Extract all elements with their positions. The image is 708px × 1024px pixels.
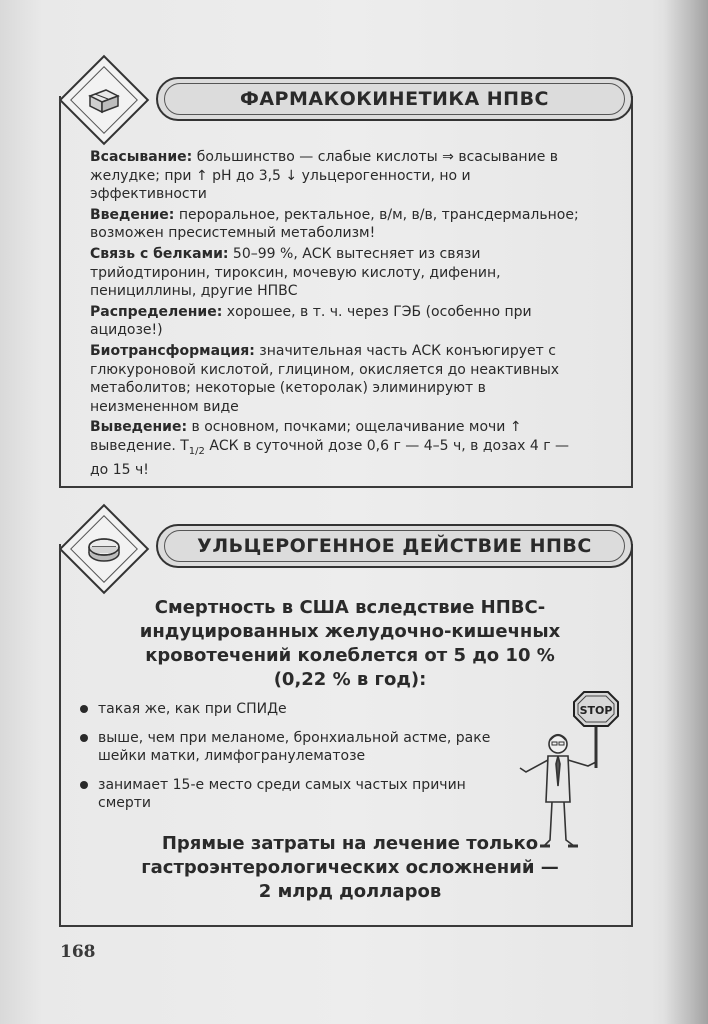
pharmacokinetics-text	[90, 148, 590, 482]
paragraph-distribution: Распределение: хорошее, в т. ч. через ГЭБ (особенно при ацидозе!)	[90, 303, 532, 339]
stop-sign-icon	[574, 692, 618, 768]
man-figure-icon	[520, 735, 596, 846]
section1-title-banner	[156, 77, 633, 121]
medicine-package-icon	[86, 84, 122, 116]
section1-icon-badge	[58, 54, 150, 146]
bullet-icon	[80, 781, 88, 789]
list-item: такая же, как при СПИДе	[76, 700, 496, 719]
bullet-icon	[80, 734, 88, 742]
mortality-statement: Смертность в США вследствие НПВС- индуцированных желудочно-кишечных кровотечений колеблется от 5 до 10 % (0,22 % в год):	[139, 597, 561, 690]
section1-title: ФАРМАКОКИНЕТИКА НПВС	[239, 88, 550, 110]
section2-icon-badge	[58, 503, 150, 595]
section2-title-banner	[156, 524, 633, 568]
svg-text:STOP: STOP	[579, 704, 613, 717]
paragraph-excretion: Выведение: в основном, почками; ощелачивание мочи ↑ выведение. $T_{1/2}$ АСК в суточной дозе 0,6 г — 4–5 ч, в дозах 4 г — до 15 ч!	[90, 419, 570, 479]
page-edge-shadow	[664, 0, 708, 1024]
costs-statement: Прямые затраты на лечение только гастроэнтерологических осложнений — 2 млрд долларов	[141, 833, 559, 902]
bullet-icon	[80, 705, 88, 713]
list-item: выше, чем при меланоме, бронхиальной астме, раке шейки матки, лимфогранулематозе	[76, 729, 496, 766]
comparison-bullets	[76, 700, 496, 823]
paragraph-protein-binding: Связь с белками: 50–99 %, АСК вытесняет из связи трийодтиронин, тироксин, мочевую кислоту, дифенин, пенициллины, другие НПВС	[90, 245, 501, 300]
page-number: 168	[60, 942, 96, 962]
paragraph-administration: Введение: пероральное, ректальное, в/м, в/в, трансдермальное; возможен пресистемный метаболизм!	[90, 206, 579, 242]
pill-tablet-icon	[85, 533, 123, 565]
list-item: занимает 15-е место среди самых частых причин смерти	[76, 776, 496, 813]
paragraph-absorption: Всасывание: большинство — слабые кислоты ⇒ всасывание в желудке; при ↑ pH до 3,5 ↓ ульцерогенности, но и эффективности	[90, 149, 559, 203]
section2-title: УЛЬЦЕРОГЕННОЕ ДЕЙСТВИЕ НПВС	[197, 535, 592, 557]
paragraph-biotransformation: Биотрансформация: значительная часть АСК конъюгирует с глюкуроновой кислотой, глицином, окисляется до неактивных метаболитов; некоторые (кеторолак) элиминируют в неизмененном виде	[90, 342, 560, 415]
